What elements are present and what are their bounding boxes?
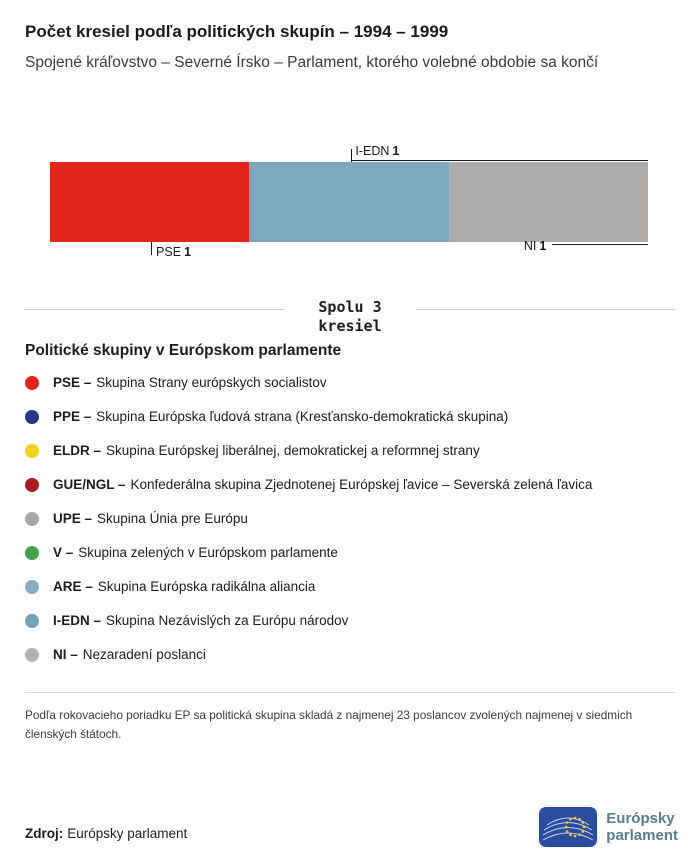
are-color-dot [25, 580, 39, 594]
legend-item-pse [25, 375, 675, 390]
footer-row [25, 807, 678, 847]
legend-abbr: UPE – [53, 511, 93, 527]
legend-item-eldr [25, 443, 675, 458]
iedn-group-name: I-EDN [355, 144, 390, 159]
legend-abbr: NI – [53, 647, 78, 663]
ni-seat-count: 1 [539, 239, 547, 254]
pse-seat-count: 1 [184, 245, 192, 260]
ni-group-name: NI [523, 239, 537, 254]
pse-group-name: PSE [156, 245, 182, 260]
right-rule [416, 309, 675, 310]
legend-abbr: I-EDN – [53, 613, 102, 629]
gue-ngl-color-dot [25, 478, 39, 492]
legend-desc: Skupina zelených v Európskom parlamente [78, 545, 338, 561]
seats-chart [50, 144, 648, 260]
legend-abbr: GUE/NGL – [53, 477, 126, 493]
bar-label-pse [151, 245, 191, 259]
legend-desc: Skupina Európska radikálna aliancia [97, 579, 316, 595]
footer-divider [25, 692, 675, 693]
infographic-page [0, 22, 700, 863]
legend-items [25, 375, 675, 662]
legend-desc: Skupina Európskej liberálnej, demokratickej a reformnej strany [106, 443, 480, 459]
legend-item-upe [25, 511, 675, 526]
legend-item-gue-ngl [25, 477, 675, 492]
total-line-1: Spolu 3 [318, 298, 382, 317]
legend-abbr: PSE – [53, 375, 92, 391]
eldr-color-dot [25, 444, 39, 458]
legend-desc: Skupina Strany európskych socialistov [96, 375, 327, 391]
total-seats-row [25, 298, 675, 336]
source-label: Zdroj: [25, 826, 64, 841]
page-subtitle: Spojené kráľovstvo – Severné Írsko – Parlament, ktorého volebné obdobie sa končí [25, 54, 599, 71]
ep-logo [539, 807, 678, 847]
footnote: Podľa rokovacieho poriadku EP sa politická skupina skladá z najmenej 23 poslancov zvolených najmenej v siedmich členských štátoch. [25, 708, 633, 741]
v-color-dot [25, 546, 39, 560]
ep-logo-line-1: Európsky [606, 809, 675, 827]
legend-abbr: PPE – [53, 409, 92, 425]
legend-desc: Konfederálna skupina Zjednotenej Európskej ľavice – Severská zelená ľavica [130, 477, 593, 493]
bar-label-ni [524, 239, 546, 253]
iedn-seat-count: 1 [392, 144, 400, 159]
stacked-bar [50, 162, 648, 242]
legend-abbr: ELDR – [53, 443, 102, 459]
bottom-leader-line [552, 244, 648, 245]
legend-desc: Skupina Únia pre Európu [97, 511, 248, 527]
legend-desc: Nezaradení poslanci [82, 647, 206, 663]
left-rule [25, 309, 284, 310]
stacked-bar-area [50, 144, 648, 260]
legend-item-ppe [25, 409, 675, 424]
ep-logo-line-2: parlament [606, 827, 678, 844]
page-title: Počet kresiel podľa politických skupín – 1994 – 1999 [25, 22, 449, 41]
legend-item-v [25, 545, 675, 560]
ni-color-dot [25, 648, 39, 662]
legend-abbr: V – [53, 545, 74, 561]
source-line [25, 826, 187, 841]
ep-logo-mark [539, 807, 597, 847]
i-edn-color-dot [25, 614, 39, 628]
ppe-color-dot [25, 410, 39, 424]
bar-label-iedn [351, 144, 399, 158]
ep-logo-text [606, 810, 678, 845]
pse-color-dot [25, 376, 39, 390]
legend-heading: Politické skupiny v Európskom parlamente [25, 342, 342, 360]
bar-segment-pse [50, 162, 249, 242]
legend-abbr: ARE – [53, 579, 93, 595]
upe-color-dot [25, 512, 39, 526]
top-leader-line [351, 160, 648, 161]
bar-segment-ni [449, 162, 648, 242]
legend-desc: Skupina Nezávislých za Európu národov [106, 613, 349, 629]
legend-item-ni [25, 647, 675, 662]
total-line-2: kresiel [318, 317, 382, 336]
legend [25, 342, 675, 662]
bar-segment-i-edn [249, 162, 448, 242]
legend-item-are [25, 579, 675, 594]
legend-item-i-edn [25, 613, 675, 628]
total-seats-label [284, 298, 415, 336]
source-value: Európsky parlament [67, 826, 188, 841]
legend-desc: Skupina Európska ľudová strana (Kresťansko-demokratická skupina) [96, 409, 509, 425]
